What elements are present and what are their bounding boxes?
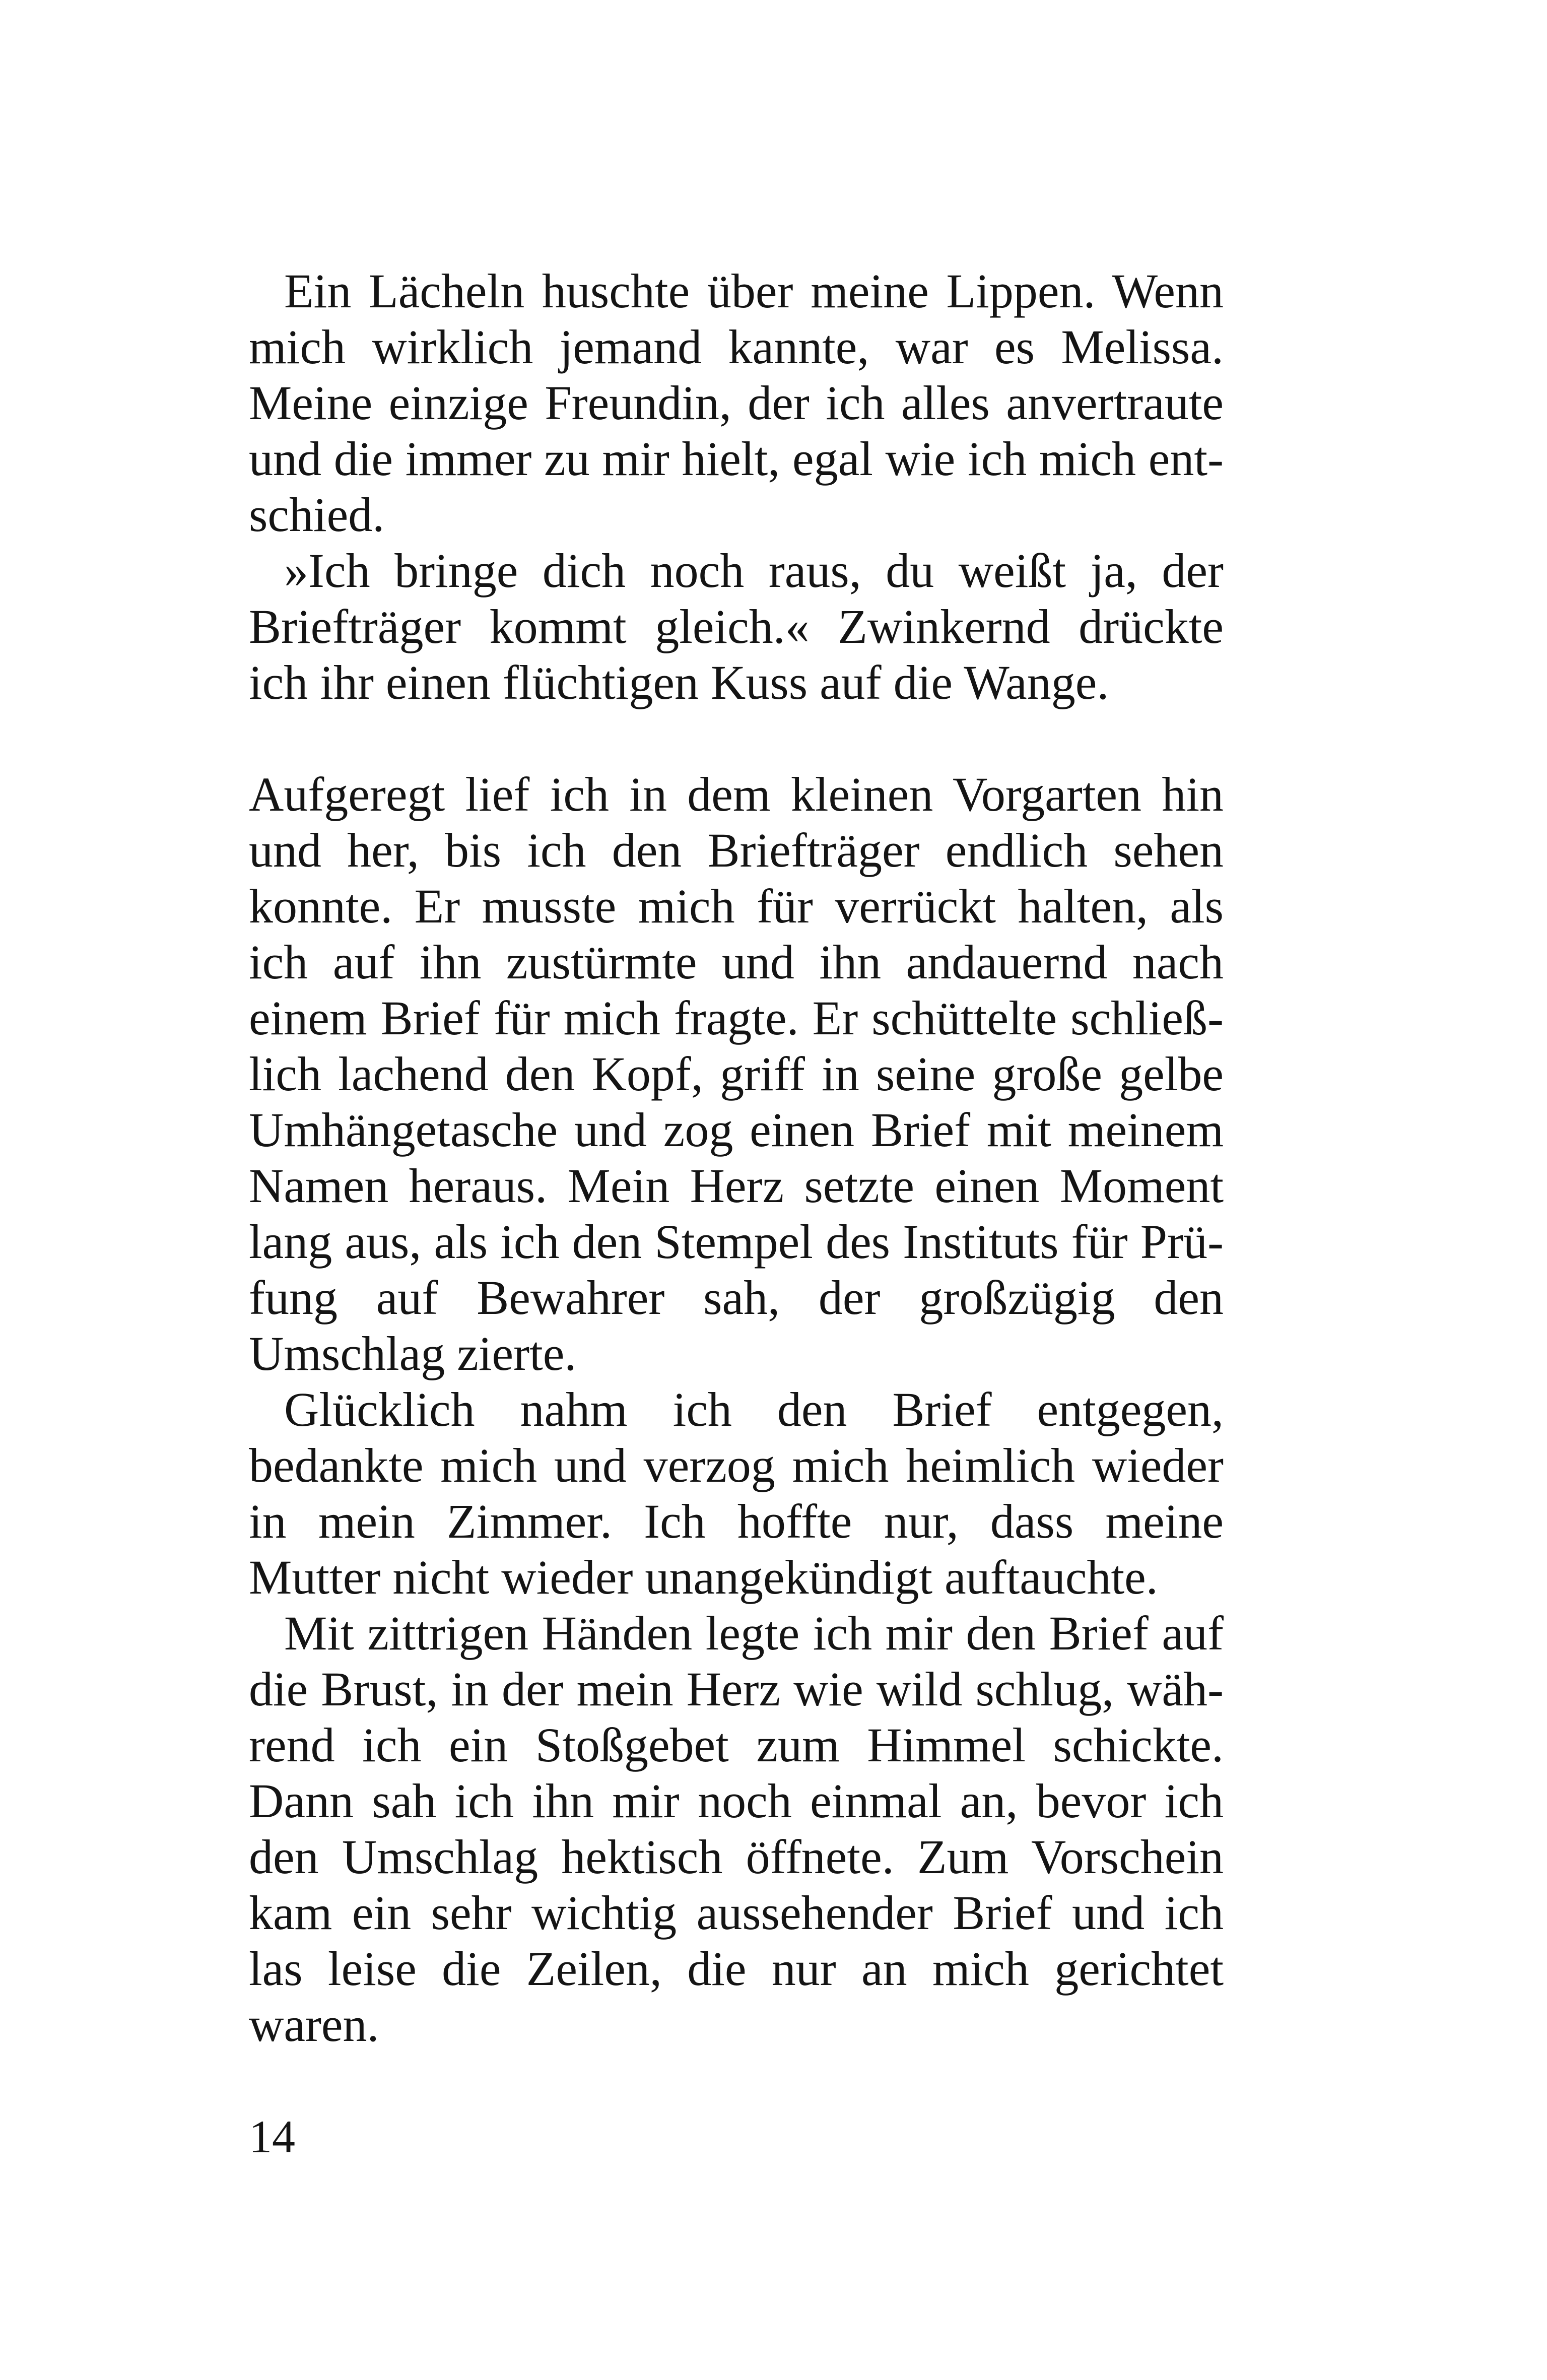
paragraph: Mit zittrigen Händen legte ich mir den Brief auf die Brust, in der mein Herz wie wild schlug, während ich ein Stoßgebet zum Himmel schickte. Dann sah ich ihn mir noch einmal an, bevor ich den Umschlag hektisch öffnete. Zum Vorschein kam ein sehr wichtig aussehender Brief und ich las leise die Zeilen, die nur an mich gerichtet waren. [249, 1606, 1224, 2052]
paragraph: Aufgeregt lief ich in dem kleinen Vorgarten hin und her, bis ich den Briefträger endlich sehen konnte. Er musste mich für verrückt halten, als ich auf ihn zustürmte und ihn andauernd nach einem Brief für mich fragte. Er schüttelte schließlich lachend den Kopf, griff in seine große gelbe Umhängetasche und zog einen Brief mit meinem Namen heraus. Mein Herz setzte einen Moment lang aus, als ich den Stempel des Instituts für Prüfung auf Bewahrer sah, der großzügig den Umschlag zierte. [249, 767, 1224, 1380]
paragraph: Glücklich nahm ich den Brief entgegen, bedankte mich und verzog mich heimlich wieder in mein Zimmer. Ich hoffte nur, dass meine Mutter nicht wieder unangekündigt auftauchte. [249, 1382, 1224, 1604]
page-number: 14 [249, 2111, 295, 2162]
text-section-1 [249, 263, 1224, 710]
text-section-2 [249, 766, 1224, 2053]
paragraph: Ein Lächeln huschte über meine Lippen. Wenn mich wirklich jemand kannte, war es Melissa. Meine einzige Freundin, der ich alles anvertraute und die immer zu mir hielt, egal wie ich mich entschied. [249, 264, 1224, 542]
paragraph: »Ich bringe dich noch raus, du weißt ja, der Briefträger kommt gleich.« Zwinkernd drückte ich ihr einen flüchtigen Kuss auf die Wange. [249, 544, 1224, 709]
